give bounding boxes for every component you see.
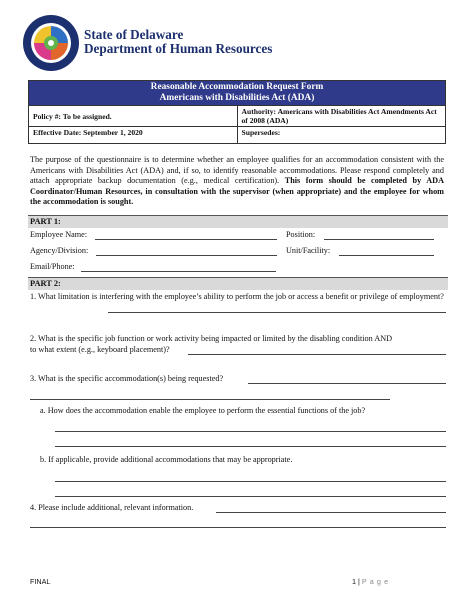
unit-facility-field[interactable] <box>339 255 434 256</box>
footer-page-number <box>352 577 389 586</box>
question-3b: b. If applicable, provide additional accommodations that may be appropriate. <box>40 455 293 464</box>
form-title-bar <box>29 81 446 106</box>
purpose-paragraph <box>30 155 444 208</box>
question-4: 4. Please include additional, relevant information. <box>30 503 194 512</box>
question-1-answer-line[interactable] <box>108 312 446 313</box>
employee-name-label: Employee Name: <box>30 230 88 239</box>
question-3-answer-line-2[interactable] <box>30 399 390 400</box>
form-info-table <box>28 80 446 144</box>
authority-cell: Authority: Americans with Disabilities Act Amendments Act of 2008 (ADA) <box>237 106 446 127</box>
question-3: 3. What is the specific accommodation(s) being requested? <box>30 374 224 383</box>
question-3a-answer-line-2[interactable] <box>55 446 446 447</box>
question-4-answer-line-2[interactable] <box>30 527 446 528</box>
supersedes-cell: Supersedes: <box>237 127 446 144</box>
page-word: P a g e <box>361 577 389 586</box>
effective-date-cell: Effective Date: September 1, 2020 <box>29 127 238 144</box>
question-3-answer-line-1[interactable] <box>248 383 446 384</box>
unit-facility-label: Unit/Facility: <box>286 246 331 255</box>
question-2-answer-line[interactable] <box>188 354 446 355</box>
question-3a-answer-line-1[interactable] <box>55 431 446 432</box>
footer-status: FINAL <box>30 577 51 586</box>
form-subtitle: Americans with Disabilities Act (ADA) <box>159 93 315 103</box>
question-3b-answer-line-2[interactable] <box>55 496 446 497</box>
purpose-bold-text: This form should be completed by ADA Coordinator/Human Resources, in consultation with the supervisor (when appropriate) and the employee for whom the accommodation is sought. <box>30 176 444 207</box>
agency-division-field[interactable] <box>96 255 277 256</box>
question-1: 1. What limitation is interfering with the employee’s ability to perform the job or access a benefit or privilege of employment? <box>30 292 444 301</box>
part2-heading: PART 2: <box>28 277 448 290</box>
header-state-title: State of Delaware <box>84 27 184 42</box>
question-3b-answer-line-1[interactable] <box>55 481 446 482</box>
page-separator: | <box>358 577 360 586</box>
question-4-answer-line-1[interactable] <box>216 512 446 513</box>
policy-cell: Policy #: To be assigned. <box>29 106 238 127</box>
agency-division-label: Agency/Division: <box>30 246 89 255</box>
form-title: Reasonable Accommodation Request Form <box>150 82 324 92</box>
part1-heading: PART 1: <box>28 215 448 228</box>
question-2-line1: 2. What is the specific job function or work activity being impacted or limited by the disabling condition AND <box>30 334 393 343</box>
page-number: 1 <box>352 577 356 586</box>
employee-name-field[interactable] <box>95 239 277 240</box>
question-2-line2: to what extent (e.g., keyboard placement)? <box>30 345 170 354</box>
state-seal-logo <box>22 14 80 72</box>
position-field[interactable] <box>324 239 434 240</box>
email-phone-label: Email/Phone: <box>30 262 75 271</box>
question-3a: a. How does the accommodation enable the employee to perform the essential functions of the job? <box>40 406 366 415</box>
purpose-text: The purpose of the questionnaire is to determine whether an employee qualifies for an accommodation consistent with the Americans with Disabilities Act (ADA) and, if so, to identify reasonable accommodations. Please respond completely and attach appropriate backup documentation (e.g., medical certification). <box>30 155 444 186</box>
email-phone-field[interactable] <box>81 271 276 272</box>
header-department-title: Department of Human Resources <box>84 41 273 56</box>
position-label: Position: <box>286 230 316 239</box>
